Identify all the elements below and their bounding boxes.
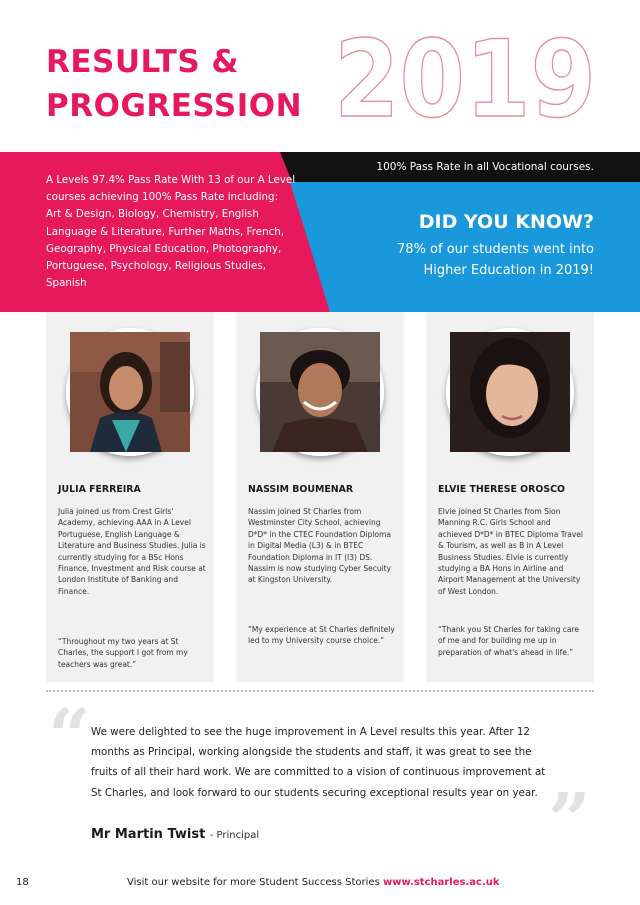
page-number: 18 (16, 877, 29, 888)
website-link[interactable]: www.stcharles.ac.uk (382, 877, 500, 888)
principal-name: Mr Martin Twist (91, 827, 206, 842)
higher-education-stat: 78% of our students went into Higher Education in 2019! (397, 242, 594, 278)
a-level-results: A Levels 97.4% Pass Rate With 13 of our A Level courses achieving 100% Pass Rate including: Art & Design, Biology, Chemistry, English Language & Literature, Further Maths, French, Geography, Physical Education, Photography, Portuguese, Psychology, Religious Studies, Spanish (46, 174, 296, 290)
student-photo (446, 328, 574, 456)
year-outline (334, 18, 596, 141)
page-title (46, 40, 302, 128)
title-line-2: PROGRESSION (46, 88, 303, 124)
principal-role: - Principal (209, 830, 260, 841)
open-quote-mark: “ (48, 694, 91, 780)
student-bio: Nassim joined St Charles from Westminster City School, achieving D*D* in the CTEC Foundation Diploma in Digital Media (L3) & in BTEC Foundation Diploma in IT (l3) DS. Nassim is now studying Cyber Secuity at Kingston University. (248, 507, 392, 585)
student-quote: “My experience at St Charles definitely led to my University course choice.” (248, 625, 395, 646)
student-card (46, 312, 214, 682)
student-bio: Julia joined us from Crest Girls' Academy, achieving AAA in A Level Portuguese, English Language & Literature and Business Studies. Julia is currently studying for a BSc Hons Finance, Investment and Risk course at London Institute of Banking and Finance. (58, 507, 206, 596)
did-you-know-heading: DID YOU KNOW? (418, 211, 594, 233)
title-line-1: RESULTS & (46, 44, 239, 80)
principal-quote: We were delighted to see the huge improvement in A Level results this year. After 12 months as Principal, working alongside the students and staff, it was great to see the fruits of all their hard work. We are committed to a vision of continuous improvement at St Charles, and look forward to our students securing exceptional results year on year. (91, 726, 546, 799)
student-name: JULIA FERREIRA (58, 484, 141, 495)
year-text: 2019 (334, 18, 596, 141)
student-quote: “Thank you St Charles for taking care of me and for building me up in preparation of what's ahead in life.” (438, 625, 580, 657)
footer (127, 877, 500, 888)
student-name: NASSIM BOUMENAR (248, 484, 354, 495)
student-photo (256, 328, 384, 456)
close-quote-mark: ” (548, 778, 591, 864)
student-card (426, 312, 594, 682)
student-photo (66, 328, 194, 456)
student-name: ELVIE THERESE OROSCO (438, 484, 565, 495)
student-bio: Elvie joined St Charles from Sion Manning R.C. Girls School and achieved D*D* in BTEC Diploma Travel & Tourism, as well as B in A Level Business Studies. Elvie is currently studying a BA Hons in Airline and Airport Management at the University of West London. (438, 507, 583, 596)
student-quote: “Throughout my two years at St Charles, the support I got from my teachers was great.” (58, 637, 188, 669)
vocational-pass-rate: 100% Pass Rate in all Vocational courses. (376, 161, 594, 173)
student-card (236, 312, 404, 682)
dotted-divider (46, 690, 594, 692)
principal-signature (91, 825, 259, 843)
footer-text: Visit our website for more Student Success Stories (127, 877, 380, 888)
